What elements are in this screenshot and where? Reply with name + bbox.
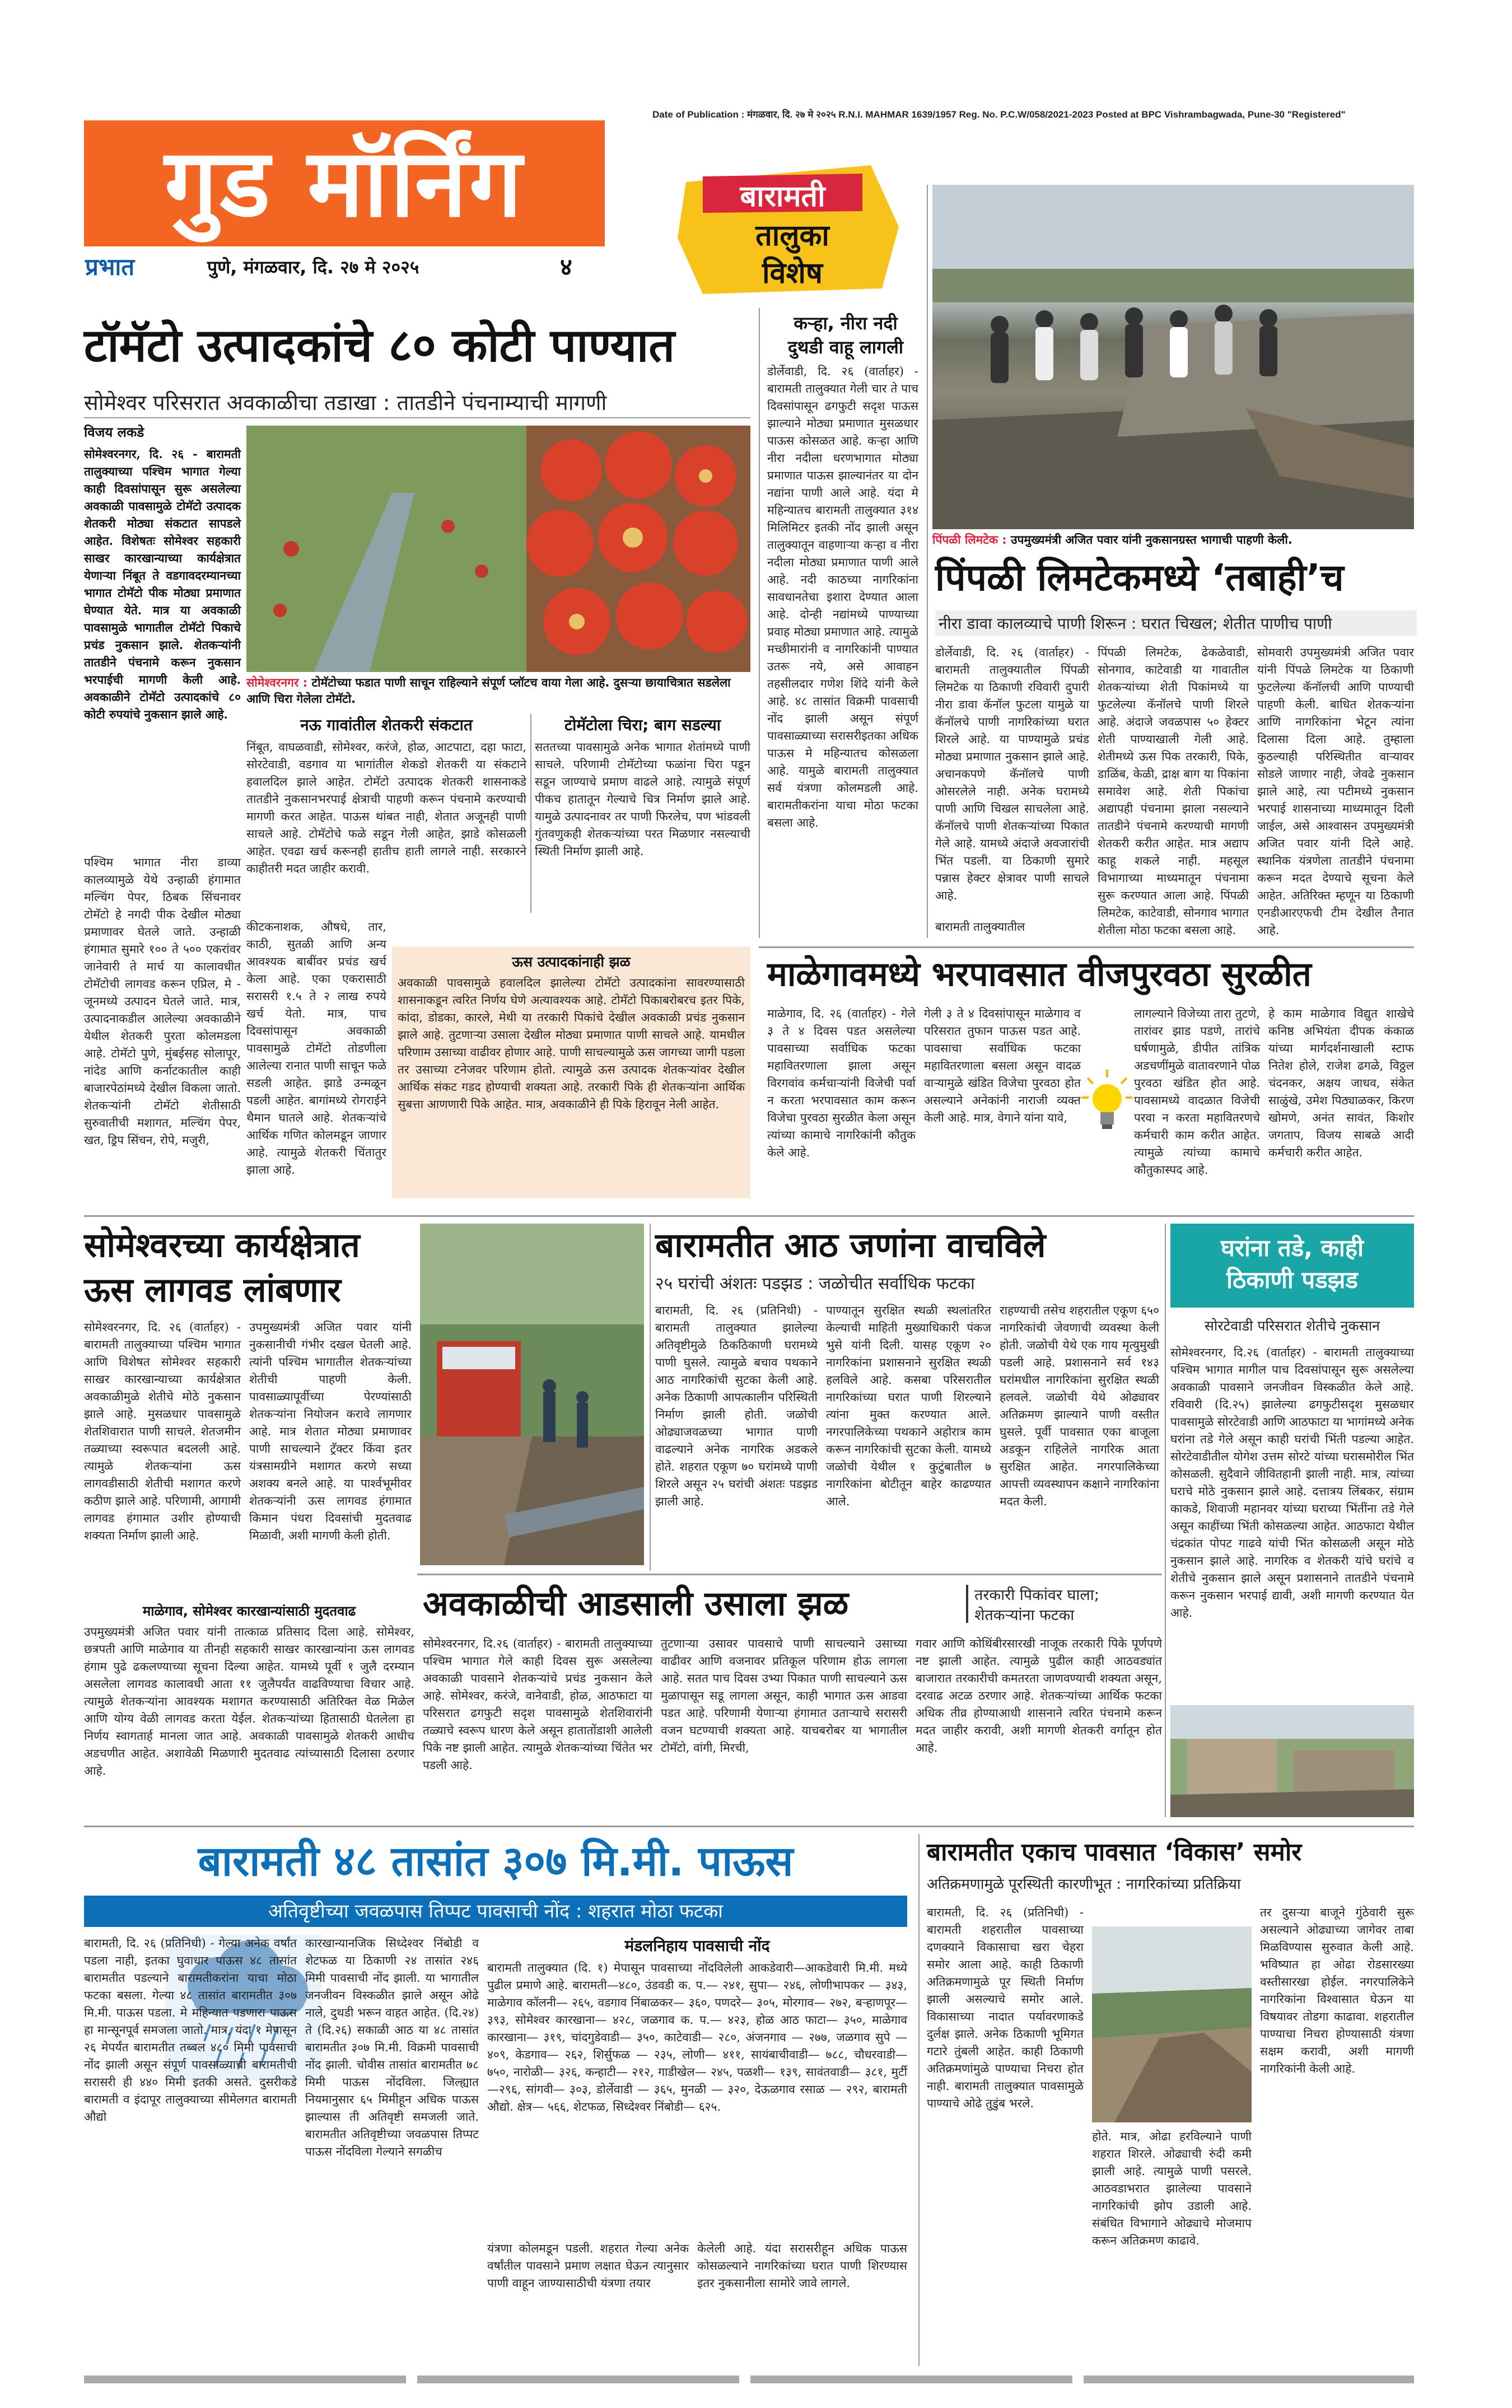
malegaon-headline: माळेगावमध्ये भरपावसात वीजपुरवठा सुरळीत <box>767 955 1312 994</box>
oos-box-title: ऊस उत्पादकांनाही झळ <box>512 954 631 970</box>
damaged-house-photo <box>1170 1705 1414 1817</box>
mudatvadh-box <box>84 1602 414 1777</box>
vikas-col1: बारामती, दि. २६ (प्रतिनिधी) - बारामती शहरातील पावसाच्या दणक्याने विकासाचा खरा चेहरा समोर आला आहे. काही ठिकाणी अतिक्रमणामुळे पूर स्थिती निर्माण झाली असल्याचे समोर आले. विकासाच्या नादात पर्यावरणाकडे दुर्लक्ष झाले. अनेक ठिकाणी भूमिगत गटारे तुंबली आहेत. काही ठिकाणी अतिक्रमणांमुळे पाण्याचा निचरा होत नाही. बारामती तालुक्यात पावसामुळे पाण्याचे ओढे तुडुंब भरले. <box>927 1906 1084 2110</box>
tag-line-2: तालुका <box>755 219 829 253</box>
rain-col2: कारखान्यानजिक सिध्देश्वर निंबोडी व शेटफळ या ठिकाणी २४ तासांत २४६ मिमी पावसाची नोंद झाली. या भागातील जनजीवन विस्कळीत झाले असून ओढे नाले, दुथडी भरून वाहत आहेत. (दि.२४) ते (दि.२६) सकाळी आठ या ४८ तासांत बारामतीत ३०७ मि.मी. विक्रमी पावसाची नोंद झाली. चोवीस तासांत बारामतीत ७८ मिमी पाऊस नोंदविला. जिल्ह्यात नियमानुसार ६५ मिमीहून अधिक पाऊस झाल्यास ती अतिवृष्टी समजली जाते. बारामतीत अतिवृष्टीच्या जवळपास तिप्पट पाऊस नोंदविला गेल्याने सगळीच <box>305 1936 479 2158</box>
pimpli-footer: बारामती तालुक्यातील <box>935 920 1025 934</box>
tomato-field-photo <box>246 426 750 672</box>
awkali-col2: तुटणाऱ्या उसावर पावसाचे पाणी साचल्याने उसाच्या वाढीवर आणि वजनावर प्रतिकूल परिणाम होऊ लागला आहे. सतत पाच दिवस उभ्या पिकात पाणी साचल्याने ऊस मुळापासून सडू लागला असून, काही भागात ऊस आडवा पडत आहे. परिणामी येणाऱ्या हंगामात उताऱ्याचे सरासरी वजन घटण्याची शक्यता आहे. याचबरोबर या भागातील टोमॅटो, वांगी, मिरची, <box>661 1637 907 1754</box>
dateline: पुणे, मंगळवार, दि. २७ मे २०२५ <box>207 256 419 278</box>
bottom-bar-2 <box>417 2376 739 2383</box>
vikas-col3: तर दुसऱ्या बाजूने गुंठेवारी सुरू असल्याने ओढ्याच्या जागेवर ताबा मिळविण्यास सुरुवात केली आहे. भविष्यात हा ओढा रोडसारख्या वस्तीसारखा होईल. नगरपालिकेने नागरिकांना विश्वासात घेऊन या विषयावर तोडगा काढावा. शहरातील पाण्याचा निचरा होण्यासाठी यंत्रणा सक्षम करावी, अशी मागणी नागरिकांनी केली आहे. <box>1260 1906 1414 2075</box>
awkali-side-1: तरकारी पिकांवर घाला; <box>974 1586 1099 1604</box>
masthead-logo <box>84 120 605 287</box>
rain-box <box>487 1935 907 2237</box>
page-number: ४ <box>560 253 572 281</box>
oos-box <box>392 946 750 1198</box>
tomato-box2-title: टोमॅटोला चिरा; बाग सडल्या <box>564 716 721 734</box>
someshwar-col1: सोमेश्वरनगर, दि. २६ (वार्ताहर) - बारामती तालुक्याच्या पश्चिम भागात आणि विशेषत सोमेश्वर सहकारी साखर कारखान्याच्या कार्यक्षेत्रात अवकाळीमुळे शेतीचे मोठे नुकसान झाले आहे. मुसळधार पावसामुळे शेतशिवारात पाणी साचले. शेतजमीन तळ्याच्या स्वरूपात बदलली आहे. त्यामुळे शेतकऱ्यांना ऊस लागवडीसाठी शेतीची मशागत करणे कठीण झाले आहे. परिणामी, आगामी लागवड हंगामात उशीर होण्याची शक्यता निर्माण झाली आहे. <box>84 1320 241 1542</box>
malegaon-col3: लागल्याने विजेच्या तारा तुटणे, तारांवर झाड पडणे, तारांचे घर्षणामुळे, डीपीत तांत्रिक अडचणींमुळे वातावरणाने पोळ पुरवठा खंडित होत आहे. पावसामध्ये वादळात विजेची परवा न करता महावितरणचे कर्मचारी काम करीत आहेत. त्यामुळे त्यांच्या कामाचे कौतुकास्पद आहे. <box>1134 1007 1260 1177</box>
gharanna-title-box <box>1170 1224 1414 1308</box>
vikas-headline: बारामतीत एकाच पावसात ‘विकास’ समोर <box>927 1838 1302 1866</box>
nira-title-2: दुथडी वाहू लागली <box>787 337 904 358</box>
firetruck-photo <box>420 1224 644 1565</box>
malegaon-col4: हे काम माळेगाव विद्युत शाखेचे कनिष्ठ अभियंता दीपक कंकाळ यांच्या मार्गदर्शनाखाली स्टाफ नितेश होले, राजेश ढगळे, विठ्ठल चंदनकर, अक्षय जाधव, संकेत साळुंखे, उमेश पिठ्याळकर, किरण खोमणे, अनंत सावंत, किशोर जगताप, विजय साबळे आदी कर्मचारी करीत आहेत. <box>1268 1007 1414 1159</box>
someshwar-headline-1: सोमेश्वरच्या कार्यक्षेत्रात <box>84 1226 360 1265</box>
rain-col4: केलेली आहे. यंदा सरासरीहून अधिक पाऊस कोसळल्याने नागरिकांच्या घरात पाणी शिरण्यास इतर नुकसानीला सामोरे जावे लागले. <box>697 2242 907 2290</box>
mudatvadh-box-text: उपमुख्यमंत्री अजित पवार यांनी तात्काळ प्रतिसाद दिला आहे. सोमेश्वर, छत्रपती आणि माळेगाव या तीनही सहकारी साखर कारखान्यांना ऊस लागवड हंगाम पुढे ढकलण्याच्या सूचना दिल्या आहेत. यामध्ये पूर्वी १ जुलै दरम्यान असलेला लागवड कालावधी आता ११ जुलैपर्यंत वाढविण्याचा विचार आहे. त्यामुळे शेतकऱ्यांना आवश्यक मशागत करण्यासाठी अतिरिक्त वेळ मिळेल आणि योग्य वेळी लागवड करता येईल. शेतकऱ्यांच्या हितासाठी घेतलेला हा निर्णय स्वागतार्ह मानला जात आहे. अवकाळी पावसामुळे शेतकरी आधीच अडचणीत आहेत. अशावेळी मिळणारी मुदतवाढ त्यांच्यासाठी दिलासा ठरणार आहे. <box>84 1625 414 1777</box>
rain-col1: बारामती, दि. २६ (प्रतिनिधी) - गेल्या अनेक वर्षांत पडला नाही, इतका घुवाधार पाऊस ४८ तासांत बारामतीत पडल्याने बारामतीकरांना याचा मोठा फटका बसला. गेल्या ४८ तासांत बारामतीत ३०७ मि.मी. पाऊस पडला. मे महिन्यात पडणारा पाऊस हा मान्सूनपूर्व समजला जातो. मात्र, यंदा १ मेपासून २६ मेपर्यंत बारामतीत तब्बल ४८० मिमी पावसाची नोंद झाली असून संपूर्ण पावसाळ्याची बारामतीची सरासरी ही ४४० मिमी इतकी असते. दुसरीकडे बारामती व इंदापूर तालुक्याच्या सीमेलगत बारामती औद्यो <box>84 1936 297 2124</box>
section-tag <box>669 160 904 300</box>
tomato-box2 <box>535 714 750 916</box>
tomato-box2-text: सततच्या पावसामुळे अनेक भागात शेतांमध्ये पाणी साचले. परिणामी टोमॅटोच्या फळांना चिरा पडून सडून जाण्याचे प्रमाण वाढले आहे. त्यामुळे संपूर्ण पीकच हातातून गेल्याचे चित्र निर्माण झाले आहे. यामुळे उत्पादनावर तर पाणी फिरलेच, पण भांडवली गुंतवणुकही शेतकऱ्यांच्या परत मिळणार नसल्याची स्थिती निर्माण झाली आहे. <box>535 740 750 858</box>
pimpli-photo <box>932 185 1414 529</box>
baramati8-headline: बारामतीत आठ जणांना वाचविले <box>655 1226 1046 1265</box>
bulb-icon <box>1082 1070 1132 1137</box>
flood-photo <box>1092 1926 1252 2122</box>
gharanna-text: सोमेश्वरनगर, दि.२६ (वार्ताहर) - बारामती तालुक्याच्या पश्चिम भागात मागील पाच दिवसांपासून सुरू असलेल्या अवकाळी पावसाने जनजीवन विस्कळीत केले आहे. रविवारी (दि.२५) झालेल्या ढगफुटीसदृश मुसळधार पावसामुळे सोरटेवाडी आणि आठफाटा या भागांमध्ये अनेक घरांना तडे गेले असून काही घरांची भिंती पडल्या आहेत. सोरटेवाडीतील योगेश उत्तम सोरटे यांच्या घरासमोरील भिंत कोसळली. सुदैवाने जीवितहानी झाली नाही. मात्र, त्यांच्या घराचे मोठे नुकसान झाले आहे. दत्तात्रय लिंबकर, संग्राम काकडे, शिवाजी महानवर यांच्या घराच्या भिंतींना तडे गेले असून काहींच्या भिंती कोसळल्या आहेत. आठफाटा येथील चंद्रकांत पोपट गाढवे यांची भिंत कोसळली असून मोठे नुकसान झाले आहे. नागरिक व शेतकरी यांचे घरांचे व शेतीचे नुकसान झाले असून प्रशासनाने तातडीने पंचनामे करून नुकसान भरपाई द्यावी, अशी मागणी करण्यात येत आहे. <box>1170 1346 1414 1620</box>
pimpli-caption-text: उपमुख्यमंत्री अजित पवार यांनी नुकसानग्रस्त भागाची पाहणी केली. <box>1010 533 1292 547</box>
tomato-photo-caption <box>246 675 750 708</box>
pimpli-col1: डोर्लेवाडी, दि. २६ (वार्ताहर) - बारामती तालुक्यातील पिंपळी लिमटेक या ठिकाणी रविवारी दुपारी नीरा डावा कॅनॉल फुटला यामुळे या कॅनॉलचे पाणी नागरिकांच्या घरात शिरले आहे. या पाण्यामुळे प्रचंड मोठ्या प्रमाणात नुकसान झाले आहे. अचानकपणे कॅनॉलचे पाणी ओसरलेले नाही. अनेक घरामध्ये पाणी आणि चिखल साचलेला आहे. कॅनॉलचे पाणी शेतकऱ्यांच्या पिकात गेले आहे. यामध्ये अंदाजे अवजारांची भिंत पडली. या ठिकाणी सुमारे पन्नास हेक्टर क्षेत्रावर पाणी साचले आहे. <box>935 646 1089 902</box>
tomato-byline: विजय लकडे <box>84 424 144 440</box>
rain-col3: यंत्रणा कोलमडून पडली. शहरात गेल्या अनेक वर्षांतील पावसाने प्रमाण लक्षात घेऊन त्यानुसार पाणी वाहून जाण्यासाठीची यंत्रणा तयार <box>487 2242 689 2290</box>
vikas-col2: होते. मात्र, ओढा हरविल्याने पाणी शहरात शिरले. ओढ्याची रुंदी कमी झाली आहे. त्यामुळे पाणी पसरले. आठवडाभरात झालेल्या पावसाने नागरिकांची झोप उडाली आहे. संबंधित विभागाने ओढ्याचे मोजमाप करून अतिक्रमण काढावे. <box>1092 2130 1252 2247</box>
tomato-caption-place: सोमेश्वरनगर : <box>246 676 308 689</box>
pimpli-col2: पिंपळी लिमटेक, ढेकळेवाडी, सोनगाव, काटेवाडी या गावातील शेतकऱ्यांच्या शेती पिकांमध्ये या फुटलेल्या कॅनॉलचे पाणी शिरले आहे. अंदाजे जवळपास ५० हेक्टर शेती पाण्याखाली गेली आहे. शेतीमध्ये ऊस पिक तरकारी, पिके, डाळिंब, केळी, द्राक्ष बाग या पिकांना समावेश आहे. शेती पिकांचा अद्यापही पंचनामा झाला नसल्याने तातडीने पंचनामे करण्याची मागणी शेतकरी करीत आहेत. मात्र अद्याप काहू शकले नाही. महसूल विभागाच्या माध्यमातून पंचनामा सुरू करण्यात आला आहे. पिंपळी लिमटेक, काटेवाडी, सोनगाव भागात शेतीला मोठा फटका बसला आहे. <box>1098 646 1249 937</box>
nira-text: डोर्लेवाडी, दि. २६ (वार्ताहर) - बारामती तालुक्यात गेली चार ते पाच दिवसांपासून ढगफुटी सदृश पाऊस झाल्याने मोठ्या प्रमाणात मुसळधार पाऊस कोसळत आहे. कऱ्हा आणि नीरा नदीला धरणभागात मोठ्या प्रमाणात पाऊस झाल्यानंतर या दोन नद्यांना पाणी आले आहे. यंदा मे महिन्यातच बारामती तालुक्यात ३१४ मिलिमिटर इतकी नोंद झाली असून तालुक्यातून वाहणाऱ्या कऱ्हा व नीरा नदीला मोठ्या प्रमाणात पाणी आले आहे. नदी काठच्या नागरिकांना सावधानतेचा इशारा देण्यात आला आहे. दोन्ही नद्यांमध्ये पाण्याच्या प्रवाह मोठ्या प्रमाणात आहे. त्यामुळे मच्छीमारांनी व नागरिकांनी पाण्यात उतरू नये, असे आवाहन तहसीलदार गणेश शिंदे यांनी केले आहे. ४८ तासांत विक्रमी पावसाची नोंद झाली असून संपूर्ण पावसाळ्याच्या सरासरीइतका अधिक पाऊस मे महिन्यातच कोसळला आहे. यामुळे बारामती तालुक्यात सर्व यंत्रणा कोलमडली आहे. बारामतीकरांना याचा मोठा फटका बसला आहे. <box>767 365 918 829</box>
tomato-caption-text: टोमॅटोच्या फडात पाणी साचून राहिल्याने संपूर्ण प्लॉटच वाया गेला आहे. दुसऱ्या छायाचित्रात सडलेला आणि चिरा गेलेला टोमॅटो. <box>246 676 731 706</box>
tomato-box1-title: नऊ गावांतील शेतकरी संकटात <box>300 716 473 734</box>
nira-title-1: कऱ्हा, नीरा नदी <box>794 312 898 334</box>
tomato-headline: टॉमॅटो उत्पादकांचे ८० कोटी पाण्यात <box>84 319 675 372</box>
rain-headline: बारामती ४८ तासांत ३०७ मि.मी. पाऊस <box>198 1837 794 1886</box>
bottom-bar-1 <box>84 2376 406 2383</box>
vikas-subhead: अतिक्रमणामुळे पूरस्थिती कारणीभूत : नागरिकांच्या प्रतिक्रिया <box>927 1876 1241 1893</box>
brand-name: प्रभात <box>85 253 135 281</box>
awkali-headline: अवकाळीची आडसाली उसाला झळ <box>423 1584 849 1623</box>
tomato-col-mid: कीटकनाशक, औषधे, तार, काठी, सुतळी आणि अन्य आवश्यक बाबींवर प्रचंड खर्च केला आहे. एका एकरासाठी सरासरी १.५ ते २ लाख रुपये खर्च येतो. मात्र, पाच दिवसांपासून अवकाळी पावसामुळे टोमॅटो तोडणीला आलेल्या रानात पाणी साचून फळे सडली आहेत. झाडे उन्मळून पडली आहेत. बागांमध्ये रोगराईने थैमान घातले आहे. शेतकऱ्यांचे आर्थिक गणित कोलमडून जाणार आहे. त्यामुळे शेतकरी चिंतातुर झाला आहे. <box>246 920 386 1177</box>
gharanna-title-1: घरांना तडे, काही <box>1221 1234 1364 1262</box>
baramati8-col3: राहण्याची तसेच शहरातील एकूण ६५० नागरिकांची जेवणाची व्यवस्था केली होती. जळोची येथे एक गाय मृत्युमुखी पडली आहे. प्रशासनाने सर्व १४३ घरांमधील नागरिकांना सुरक्षित स्थळी हलवले. जळोची येथे ओढ्यावर अतिक्रमण झाल्याने पाणी वस्तीत घुसले. पूर्वी पावसात एका बाजूला अडकून राहिलेले नागरिक आता सुरक्षित आहेत. नगरपालिकेच्या आपत्ती व्यवस्थापन कक्षाने नागरिकांना मदत केली. <box>1000 1304 1159 1508</box>
tag-line-1: बारामती <box>740 180 825 213</box>
pimpli-caption-place: पिंपळी लिमटेक : <box>932 533 1007 547</box>
baramati8-col2: पाण्यातून सुरक्षित स्थळी स्थलांतरित केल्याची माहिती मुख्याधिकारी पंकज भुसे यांनी दिली. यासह एकूण २० नागरिकांना प्रशासनाने सुरक्षित स्थळी हलविले आहे. कसबा परिसरातील नागरिकांच्या घरात पाणी शिरल्याने त्यांना मुक्त करण्यात आले. नगरपालिकेच्या पथकाने अहोरात्र काम करून नागरिकांची सुटका केली. यामध्ये जळोची येथील १ कुटुंबातील ७ नागरिकांना बोटीतून बाहेर काढण्यात आले. <box>826 1304 991 1508</box>
awkali-col1: सोमेश्वरनगर, दि.२६ (वार्ताहर) - बारामती तालुक्याच्या पश्चिम भागात गेले काही दिवस सुरू असलेल्या अवकाळी पावसाने शेतकऱ्यांचे प्रचंड नुकसान केले आहे. सोमेश्वर, करंजे, वानेवाडी, होळ, आठफाटा या परिसरात ढगफुटी सदृश पावसामुळे शेतशिवारांनी तळ्याचे स्वरूप धारण केले असून हातातोंडाशी आलेली पिके नष्ट झाली आहेत. त्यामुळे शेतकऱ्यांच्या चिंतेत भर पडली आहे. <box>423 1637 652 1772</box>
tomato-col1: सोमेश्वरनगर, दि. २६ - बारामती तालुक्याच्या पश्चिम भागात गेल्या काही दिवसांपासून सुरू असलेल्या अवकाळी पावसामुळे टोमॅटो उत्पादक शेतकरी मोठ्या संकटात सापडले आहेत. विशेषतः सोमेश्वर सहकारी साखर कारखान्याच्या कार्यक्षेत्रात येणाऱ्या निंबूत ते वडगावदरम्यानच्या भागात टोमॅटो पीक मोठ्या प्रमाणात घेण्यात येते. मात्र या अवकाळी पावसामुळे भागातील टोमॅटो पिकाचे प्रचंड नुकसान झाले. शेतकऱ्यांनी तातडीने पंचनामे करून नुकसान भरपाईची मागणी केली आहे. अवकाळीने टोमॅटो उत्पादकांचे ८० कोटी रुपयांचे नुकसान झाले आहे. <box>84 447 241 721</box>
pimpli-col3: सोमवारी उपमुख्यमंत्री अजित पवार यांनी पिंपळे लिमटेक या ठिकाणी फुटलेल्या कॅनॉलची आणि पाण्याची पाहणी केली. बाधित शेतकऱ्यांना आणि नागरिकांना भेटून त्यांना दिलासा दिला आहे. तुम्हाला कुठल्याही परिस्थितीत वाऱ्यावर सोडले जाणार नाही, जेवढे नुकसान झाले आहे, त्या पटीमध्ये नुकसान भरपाई शासनाच्या माध्यमातून दिली जाईल, असे आश्वासन उपमुख्यमंत्री अजित पवार यांनी दिले आहे. स्थानिक यंत्रणेला तातडीने पंचनामा करून मदत देण्याचे सूचना केले आहेत. अतिरिक्त म्हणून या ठिकाणी एनडीआरएफची टीम देखील तैनात आहे. <box>1257 646 1414 937</box>
malegaon-col2: गेली ३ ते ४ दिवसांपासून माळेगाव व परिसरात तुफान पाऊस पडत आहे. पावसाचा सर्वाधिक फटका महावितरणाला बसला असून वादळ वाऱ्यामुळे खंडित विजेचा पुरवठा होत असल्याने अनेकांनी नाराजी व्यक्त केली आहे. मात्र, वेगाने यांना यावे, <box>924 1007 1081 1124</box>
someshwar-col2: उपमुख्यमंत्री अजित पवार यांनी नुकसानीची गंभीर दखल घेतली आहे. त्यांनी पश्चिम भागातील शेतकऱ्यांच्या शेतीची पाहणी केली. पावसाळ्यापूर्वीच्या पेरण्यांसाठी शेतकऱ्यांना नियोजन करावे लागणार आहे. मात्र शेतात मोठ्या प्रमाणावर पाणी साचल्याने ट्रॅक्टर किंवा इतर यंत्रसामग्रीने मशागत करणे सध्या अशक्य बनले आहे. या पार्श्वभूमीवर शेतकऱ्यांनी ऊस लागवड हंगामात किमान पंधरा दिवसांची मुदतवाढ मिळावी, अशी मागणी केली होती. <box>249 1320 412 1542</box>
someshwar-headline-2: ऊस लागवड लांबणार <box>84 1271 341 1310</box>
awkali-side-2: शेतकऱ्यांना फटका <box>974 1607 1075 1624</box>
baramati8-subhead: २५ घरांची अंशतः पडझड : जळोचीत सर्वाधिक फटका <box>655 1274 975 1294</box>
mudatvadh-box-title: माळेगाव, सोमेश्वर कारखान्यांसाठी मुदतवाढ <box>142 1603 356 1619</box>
baramati8-col1: बारामती, दि. २६ (प्रतिनिधी) - बारामती तालुक्यात झालेल्या अतिवृष्टीमुळे ठिकठिकाणी घरामध्ये पाणी घुसले. त्यामुळे बचाव पथकाने आठ नागरिकांची सुटका केली आहे. अनेक ठिकाणी आपत्कालीन परिस्थिती निर्माण झाली होती. जळोची ओढ्याजवळच्या भागात पाणी वाढल्याने अनेक नागरिक अडकले होते. शहरात एकूण ७० घरांमध्ये पाणी शिरले असून २५ घरांची अंशतः पडझड झाली आहे. <box>655 1304 818 1508</box>
tomato-box1-text: निंबूत, वाघळवाडी, सोमेश्वर, करंजे, होळ, आटपाटा, दहा फाटा, सोरटेवाडी, वडगाव या भागांतील शेकडो शेतकरी या संकटाने हवालदिल झाले आहेत. टोमॅटो उत्पादक शेतकरी शासनाकडे तातडीने नुकसानभरपाई क्षेत्राची पाहणी करून पंचनामे करण्याची मागणी करत आहेत. पाऊस थांबत नाही, शेतात अजूनही पाणी साचले आहे. टोमॅटोचे फळे सडून गेली आहेत, झाडे कोसळली आहेत. एवढा खर्च करूनही हातीच हाती लागले नाही. सरकारने काहीतरी मदत जाहीर करावी. <box>246 740 526 875</box>
malegaon-col1: माळेगाव, दि. २६ (वार्ताहर) - गेले ३ ते ४ दिवस पडत असलेल्या पावसाच्या सर्वाधिक फटका महावितरणाला झाला असून विरगवांव कर्मचाऱ्यांनी विजेची पर्वा न करता भरपावसात काम करून विजेचा पुरवठा सुरळीत केला असून त्यांच्या कामाचे नागरिकांनी कौतुक केले आहे. <box>767 1007 916 1159</box>
publication-line: Date of Publication : मंगळवार, दि. २७ मे २०२५ R.N.I. MAHMAR 1639/1957 Reg. No. P.C.W/058/2021-2023 Posted at BPC Vishrambagwada, Pune-30 "Registered" <box>652 109 1346 120</box>
rain-box-text: बारामती तालुक्यात (दि. १) मेपासून पावसाच्या नोंदविलेली आकडेवारी—आकडेवारी मि.मी. मध्ये पुढील प्रमाणे आहे. बारामती—४८०, उंडवडी क. प.— २४१, सुपा— २४६, लोणीभापकर — ३४३, माळेगाव कॉलनी— २६५, वडगाव निंबाळकर— ३६०, पणदरे— ३०५, मोरगाव— २७२, बऱ्हाणपूर— ३९३, सोमेश्वर कारखाना— ४२८, जळगाव क. प.— ४२३, होळ आठ फाटा— ३५०, माळेगाव कारखाना— ३१९, चांदगुडेवाडी— ३५०, काटेवाडी— २८०, अंजनगाव — २७७, जळगाव सुपे — ४०९, केडगाव— २६२, शिर्सुफळ — २३५, लोणी— ४११, सायंबाचीवाडी— ७८८, चौधरवाडी— ७५०, नारोळी— ३२६, कन्हाटी— २१२, गाडीखेल— २४५, पळशी— १३९, सावंतवाडी— ३८१, मुर्टी—२९६, सांगवी— ३०३, डोर्लेवाडी — ३६५, मुनळी — ३२०, देऊळगाव रसाळ — २९२, बारामती औद्यो. क्षेत्र— ५६६, शेटफळ, सिध्देश्वर निंबोडी— ६२५. <box>487 1961 907 2113</box>
bottom-bar-4 <box>1084 2376 1414 2383</box>
bottom-bar-3 <box>750 2376 1072 2383</box>
tomato-col1b: पश्चिम भागात नीरा डाव्या कालव्यामुळे येथे उन्हाळी हंगामात मल्चिंग पेपर, ठिबक सिंचनावर टोमॅटो हे नगदी पीक देखील मोठ्या प्रमाणावर घेतले जाते. उन्हाळी हंगामात सुमारे १०० ते ५०० एकरांवर जानेवारी ते मार्च या कालावधीत टोमॅटोची लागवड करून एप्रिल, मे - जूनमध्ये उत्पादन घेतले जाते. मात्र, उत्पादनाकडील आलेल्या अवकाळीने येथील शेतकरी पुरता कोलमडला आहे. टोमॅटो पुणे, मुंबईसह सोलापूर, नांदेड आणि कर्नाटकातील काही बाजारपेठांमध्ये देखील विकला जातो. शेतकऱ्यांनी टोमॅटो शेतीसाठी सुरुवातीची मशागत, मल्चिंग पेपर, खत, ड्रिप सिंचन, रोपे, मजुरी, <box>84 856 241 1147</box>
oos-box-text: अवकाळी पावसामुळे हवालदिल झालेल्या टोमॅटो उत्पादकांना सावरण्यासाठी शासनाकडून त्वरित निर्णय घेणे अत्यावश्यक आहे. टोमॅटो पिकाबरोबरच इतर पिके, कांदा, डोडका, कारले, मेथी या तरकारी पिकांचे देखील अवकाळी प्रचंड नुकसान झाले आहे. तुटणाऱ्या उसाला देखील मोठ्या प्रमाणात पाणी साचले आहे. यामधील परिणाम उसाच्या वाढीवर होणार आहे. पाणी साचल्यामुळे ऊस जागच्या जागी पडला तर उसाच्या टनेजवर परिणाम होतो. त्यामुळे ऊस उत्पादक शेतकऱ्यांवर देखील आर्थिक संकट गडद होण्याची शक्यता आहे. तरकारी पिके ही शेतकऱ्यांना आर्थिक सुबत्ता आणणारी पिके आहेत. मात्र, अवकाळीने ही पिके हिरावून नेली आहेत. <box>398 976 745 1111</box>
gharanna-subhead: सोरटेवाडी परिसरात शेतीचे नुकसान <box>1205 1318 1380 1334</box>
pimpli-headline: पिंपळी लिमटेकमध्ये ‘तबाही’च <box>935 556 1344 599</box>
gharanna-title-2: ठिकाणी पडझड <box>1226 1266 1358 1294</box>
awkali-col3: गवार आणि कोथिंबीरसारखी नाजूक तरकारी पिके पूर्णपणे नष्ट झाली आहेत. त्यामुळे पुढील काही आठवड्यांत बाजारात तरकारीची कमतरता जाणवण्याची शक्यता असून, दरवाढ अटळ ठरणार आहे. शेतकऱ्यांच्या आर्थिक फटका अधिक तीव्र होण्याआधी शासनाने त्वरित पंचनामे करून मदत जाहीर करावी, अशी मागणी शेतकरी वर्गातून होत आहे. <box>916 1637 1162 1754</box>
tag-line-3: विशेष <box>762 256 823 290</box>
rain-box-title: मंडलनिहाय पावसाची नोंद <box>624 1936 770 1955</box>
pimpli-subhead: नीरा डावा कालव्याचे पाणी शिरून : घरात चिखल; शेतीत पाणीच पाणी <box>935 610 1417 636</box>
pimpli-photo-caption <box>932 532 1414 550</box>
tomato-subhead: सोमेश्वर परिसरात अवकाळीचा तडाखा : तातडीने पंचनाम्याची मागणी <box>84 390 607 415</box>
rain-subhead: अतिवृष्टीच्या जवळपास तिप्पट पावसाची नोंद : शहरात मोठा फटका <box>84 1896 907 1927</box>
masthead-title: गुड मॉर्निंग <box>84 120 605 246</box>
tomato-box1 <box>246 714 526 916</box>
